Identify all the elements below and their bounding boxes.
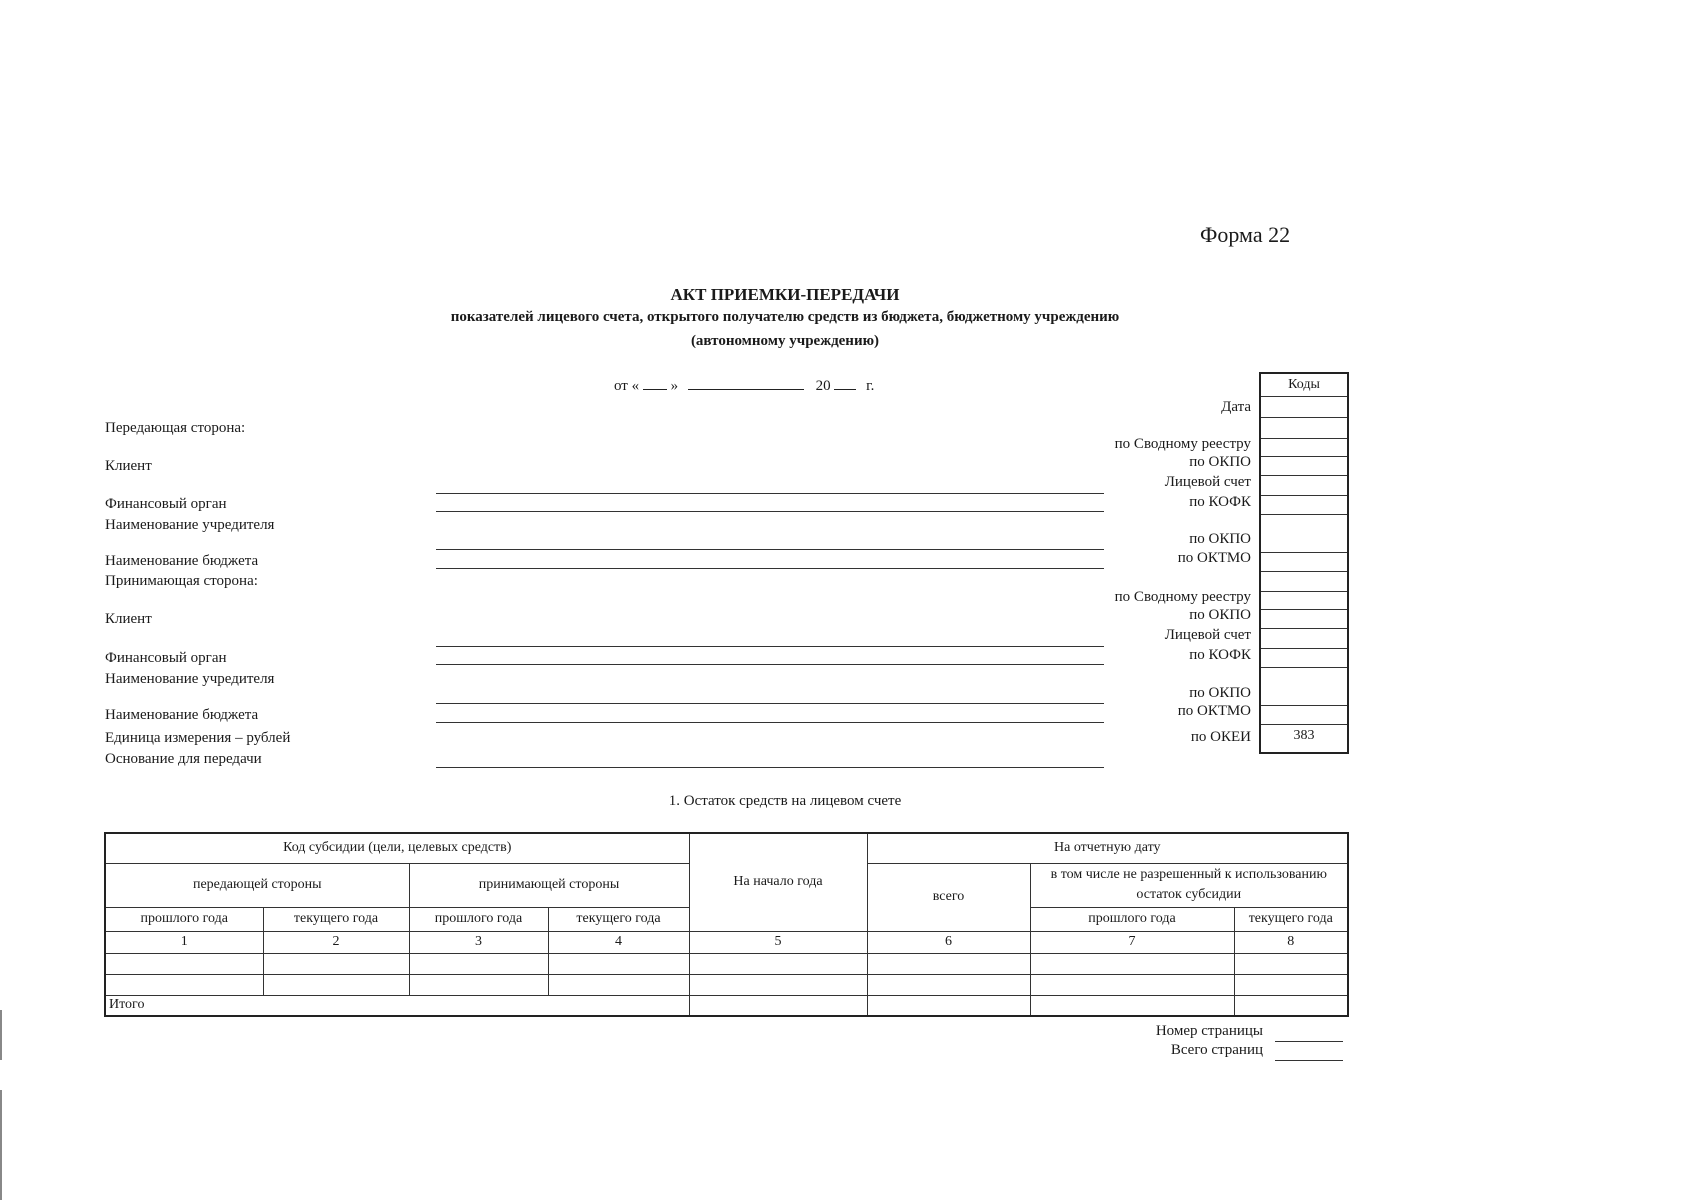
total-pages-label: Всего страниц [1170, 1042, 1263, 1058]
column-number: 6 [867, 931, 1030, 953]
cur-year-header: текущего года [548, 907, 689, 931]
okpo-code-cell[interactable] [1261, 457, 1347, 476]
total-header: всего [867, 863, 1030, 931]
prev-year-header: прошлого года [1030, 907, 1234, 931]
founder-fill-line[interactable] [436, 549, 1104, 550]
oktmo-label: по ОКТМО [1177, 703, 1251, 719]
column-number: 4 [548, 931, 689, 953]
form-number: Форма 22 [1200, 222, 1291, 247]
month-blank[interactable] [688, 375, 804, 390]
column-number: 8 [1234, 931, 1348, 953]
client-label: Клиент [105, 458, 152, 474]
table-cell[interactable] [1234, 995, 1348, 1016]
okpo-label: по ОКПО [1189, 607, 1251, 623]
table-cell[interactable] [548, 974, 689, 995]
document-subtitle-2: (автономному учреждению) [690, 333, 880, 349]
table-cell[interactable] [689, 995, 867, 1016]
account-code-cell[interactable] [1261, 629, 1347, 649]
fin-organ-fill-line[interactable] [436, 511, 1104, 512]
founder-fill-line[interactable] [436, 703, 1104, 704]
column-number: 3 [409, 931, 548, 953]
table-cell[interactable] [263, 953, 409, 974]
client-fill-line[interactable] [436, 646, 1104, 647]
account-label: Лицевой счет [1164, 474, 1251, 490]
empty-code-cell[interactable] [1261, 572, 1347, 592]
total-row [105, 995, 1348, 1016]
table-cell[interactable] [409, 953, 548, 974]
page-number-line[interactable] [1275, 1041, 1343, 1042]
budget-label: Наименование бюджета [105, 707, 259, 723]
table-cell[interactable] [689, 974, 867, 995]
transferring-side-header: передающей стороны [105, 863, 409, 907]
table-row [105, 953, 1348, 974]
total-label: Итого [105, 995, 689, 1016]
svod-reestr-code-cell[interactable] [1261, 592, 1347, 610]
day-blank[interactable] [643, 375, 667, 390]
report-date-header: На отчетную дату [867, 833, 1348, 863]
date-line [614, 375, 874, 395]
svod-reestr-label: по Сводному реестру [1114, 589, 1251, 605]
okei-code-cell: 383 [1293, 728, 1315, 743]
oktmo-code-cell[interactable] [1261, 706, 1347, 725]
client-fill-line[interactable] [436, 493, 1104, 494]
kofk-code-cell[interactable] [1261, 649, 1347, 668]
column-number: 2 [263, 931, 409, 953]
okpo-code-cell[interactable] [1261, 515, 1347, 553]
unit-label: Единица измерения – рублей [105, 730, 291, 746]
svod-reestr-label: по Сводному реестру [1114, 436, 1251, 452]
okpo-label: по ОКПО [1189, 454, 1251, 470]
receiving-side-header: принимающей стороны [409, 863, 689, 907]
budget-fill-line[interactable] [436, 722, 1104, 723]
year-suffix: г. [866, 378, 875, 394]
oktmo-code-cell[interactable] [1261, 553, 1347, 572]
svod-reestr-code-cell[interactable] [1261, 439, 1347, 457]
balance-table [104, 832, 1349, 1017]
prev-year-header: прошлого года [409, 907, 548, 931]
table-cell[interactable] [263, 974, 409, 995]
client-label: Клиент [105, 611, 152, 627]
fin-organ-label: Финансовый орган [105, 496, 227, 512]
column-number: 1 [105, 931, 263, 953]
date-code-cell[interactable] [1261, 397, 1347, 418]
okpo-label: по ОКПО [1189, 531, 1251, 547]
okpo-label: по ОКПО [1189, 685, 1251, 701]
prev-year-header: прошлого года [105, 907, 263, 931]
codes-box [1259, 372, 1349, 754]
start-year-header: На начало года [689, 833, 867, 931]
founder-label: Наименование учредителя [105, 671, 275, 687]
scan-mark [0, 1090, 2, 1200]
table-cell[interactable] [689, 953, 867, 974]
table-cell[interactable] [1030, 995, 1234, 1016]
date-code-cell-2[interactable] [1261, 418, 1347, 439]
account-label: Лицевой счет [1164, 627, 1251, 643]
table-cell[interactable] [1234, 953, 1348, 974]
year-prefix: 20 [815, 378, 831, 394]
table-cell[interactable] [1030, 974, 1234, 995]
codes-header: Коды [1261, 374, 1347, 397]
table-cell[interactable] [867, 974, 1030, 995]
year-blank[interactable] [834, 375, 856, 390]
fin-organ-fill-line[interactable] [436, 664, 1104, 665]
document-subtitle: показателей лицевого счета, открытого получателю средств из бюджета, бюджетному учреждению [450, 309, 1120, 325]
date-quote: » [670, 378, 679, 394]
okpo-code-cell[interactable] [1261, 610, 1347, 629]
budget-label: Наименование бюджета [105, 553, 259, 569]
table-cell[interactable] [409, 974, 548, 995]
scan-mark [0, 1010, 2, 1060]
table-cell[interactable] [548, 953, 689, 974]
account-code-cell[interactable] [1261, 476, 1347, 496]
table-cell[interactable] [867, 953, 1030, 974]
transferring-side-label: Передающая сторона: [105, 420, 246, 436]
section-title: 1. Остаток средств на лицевом счете [668, 793, 902, 809]
not-permitted-header: в том числе не разрешенный к использованию остаток субсидии [1030, 863, 1348, 907]
okei-label: по ОКЕИ [1190, 729, 1251, 745]
cur-year-header: текущего года [1234, 907, 1348, 931]
basis-label: Основание для передачи [105, 751, 262, 767]
table-cell[interactable] [867, 995, 1030, 1016]
kofk-label: по КОФК [1189, 494, 1251, 510]
column-number: 5 [689, 931, 867, 953]
page-number-label: Номер страницы [1155, 1023, 1263, 1039]
document-title: АКТ ПРИЕМКИ-ПЕРЕДАЧИ [670, 285, 900, 304]
table-cell[interactable] [105, 974, 263, 995]
table-row [105, 974, 1348, 995]
fin-organ-label: Финансовый орган [105, 650, 227, 666]
subsidy-code-header: Код субсидии (цели, целевых средств) [105, 833, 689, 863]
table-cell[interactable] [105, 953, 263, 974]
date-prefix: от « [614, 378, 640, 394]
kofk-code-cell[interactable] [1261, 496, 1347, 515]
oktmo-label: по ОКТМО [1177, 550, 1251, 566]
table-cell[interactable] [1030, 953, 1234, 974]
total-pages-line[interactable] [1275, 1060, 1343, 1061]
kofk-label: по КОФК [1189, 647, 1251, 663]
column-number: 7 [1030, 931, 1234, 953]
basis-fill-line[interactable] [436, 767, 1104, 768]
budget-fill-line[interactable] [436, 568, 1104, 569]
cur-year-header: текущего года [263, 907, 409, 931]
date-code-label: Дата [1221, 399, 1251, 415]
founder-label: Наименование учредителя [105, 517, 275, 533]
table-cell[interactable] [1234, 974, 1348, 995]
receiving-side-label: Принимающая сторона: [105, 573, 258, 589]
okpo-code-cell[interactable] [1261, 668, 1347, 706]
